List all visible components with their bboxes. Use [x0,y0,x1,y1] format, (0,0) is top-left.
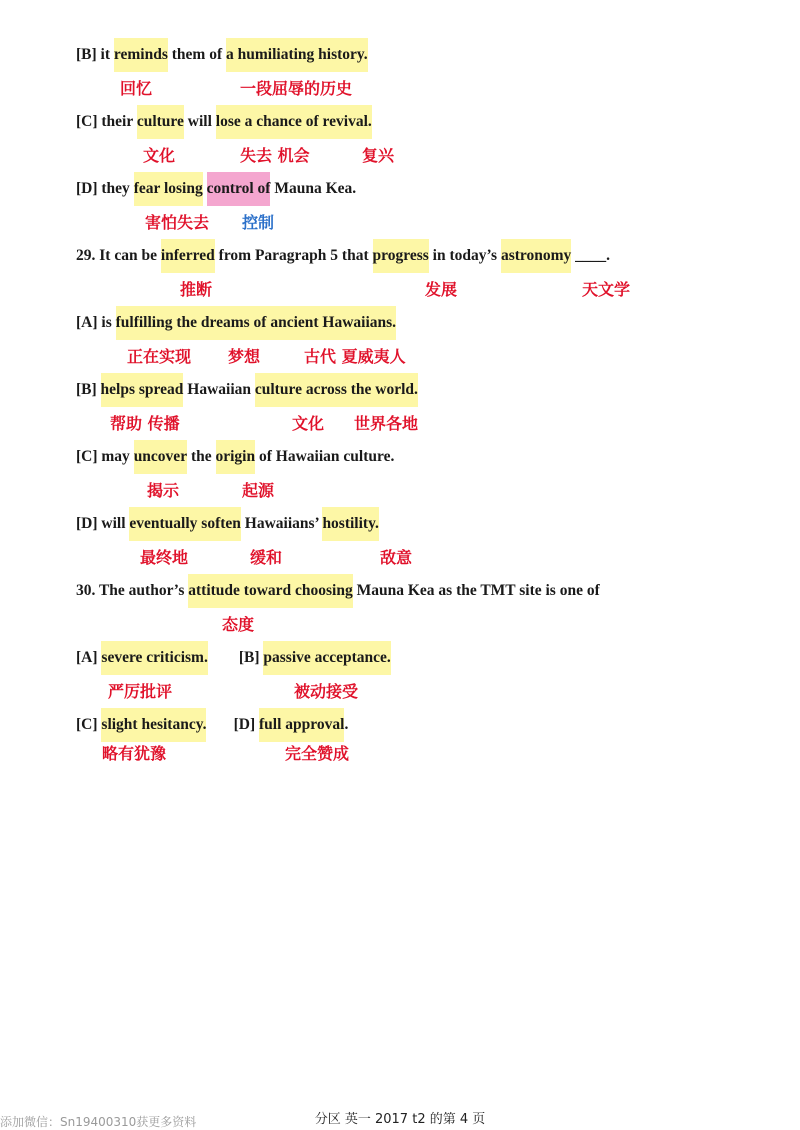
text-line [76,440,394,474]
text-segment: Hawaiians’ [240,515,323,532]
highlighted-phrase: eventually soften [129,507,241,541]
text-line [76,172,356,206]
text-segment: from Paragraph 5 that [214,247,373,264]
text-segment: 29. It can be [76,247,161,264]
handwritten-translation: 揭示 [147,481,180,500]
highlighted-phrase: passive acceptance. [263,641,390,675]
text-segment: [C] [76,716,102,733]
highlighted-phrase: origin [216,440,256,474]
handwritten-translation: 复兴 [362,146,395,165]
handwritten-translation: 缓和 [250,548,283,567]
page-footer: 分区 英一 2017 t2 的第 4 页 [314,1112,486,1127]
text-line [76,38,368,72]
text-segment: [D] [206,716,260,733]
handwritten-translation: 帮助 传播 [110,414,180,433]
handwritten-translation: 完全赞成 [285,744,350,763]
handwritten-translation: 一段屈辱的历史 [240,79,353,98]
highlighted-phrase: culture [137,105,184,139]
handwritten-translation: 发展 [425,280,458,299]
text-line [76,373,418,407]
handwritten-translation: 梦想 [228,347,261,366]
highlighted-phrase: astronomy [501,239,571,273]
highlighted-phrase: lose a chance of revival. [216,105,372,139]
text-line [76,105,372,139]
text-segment: ____. [571,247,611,264]
highlighted-phrase: uncover [134,440,187,474]
highlighted-phrase: hostility. [322,507,378,541]
text-segment: in today’s [428,247,501,264]
highlighted-phrase: slight hesitancy. [101,708,206,742]
handwritten-translation: 控制 [242,213,275,232]
handwritten-translation: 正在实现 [127,347,192,366]
text-segment: [B] [76,381,101,398]
text-segment: [A] is [76,314,116,331]
handwritten-translation: 世界各地 [354,414,419,433]
handwritten-translation: 严厉批评 [108,682,173,701]
handwritten-translation: 天文学 [582,280,631,299]
handwritten-translation: 最终地 [140,548,189,567]
handwritten-translation: 敌意 [380,548,413,567]
highlighted-phrase: attitude toward choosing [188,574,352,608]
text-segment: Mauna Kea. [270,180,357,197]
highlighted-phrase: severe criticism. [101,641,207,675]
handwritten-translation: 失去 机会 [240,146,310,165]
watermark-text: 添加微信：Sn19400310获更多资料 [0,1115,197,1129]
text-line [76,239,610,273]
handwritten-translation: 回忆 [120,79,153,98]
highlighted-phrase: fulfilling the dreams of ancient Hawaiians. [116,306,396,340]
handwritten-translation: 古代 夏威夷人 [304,347,406,366]
text-line [76,708,348,742]
text-line [76,641,391,675]
handwritten-translation: 起源 [242,481,275,500]
highlighted-phrase: inferred [161,239,215,273]
text-segment: [B] [207,649,264,666]
highlighted-phrase: full approval [259,708,344,742]
text-segment: [C] their [76,113,137,130]
highlighted-phrase: reminds [114,38,168,72]
text-segment: [D] they [76,180,134,197]
text-segment: them of [167,46,226,63]
text-line [76,507,379,541]
text-segment: . [344,716,349,733]
text-segment: Hawaiian [183,381,255,398]
handwritten-translation: 被动接受 [294,682,359,701]
text-segment: 30. The author’s [76,582,189,599]
text-segment: [D] will [76,515,130,532]
handwritten-translation: 态度 [222,615,255,634]
handwritten-translation: 略有犹豫 [102,744,167,763]
text-line [76,574,600,608]
text-segment: will [183,113,216,130]
highlighted-phrase: helps spread [101,373,184,407]
text-segment: [A] [76,649,102,666]
text-line [76,306,396,340]
highlighted-phrase: fear losing [134,172,203,206]
text-segment: [B] it [76,46,114,63]
handwritten-translation: 文化 [143,146,176,165]
handwritten-translation: 推断 [180,280,213,299]
highlighted-phrase: culture across the world. [255,373,418,407]
highlighted-phrase: a humiliating history. [226,38,368,72]
text-segment: [C] may [76,448,134,465]
pink-highlighted-phrase: control of [207,172,271,206]
handwritten-translation: 害怕失去 [145,213,210,232]
text-segment: the [187,448,216,465]
text-segment: Mauna Kea as the TMT site is one of [352,582,600,599]
handwritten-translation: 文化 [292,414,325,433]
text-segment: of Hawaiian culture. [255,448,395,465]
highlighted-phrase: progress [373,239,429,273]
